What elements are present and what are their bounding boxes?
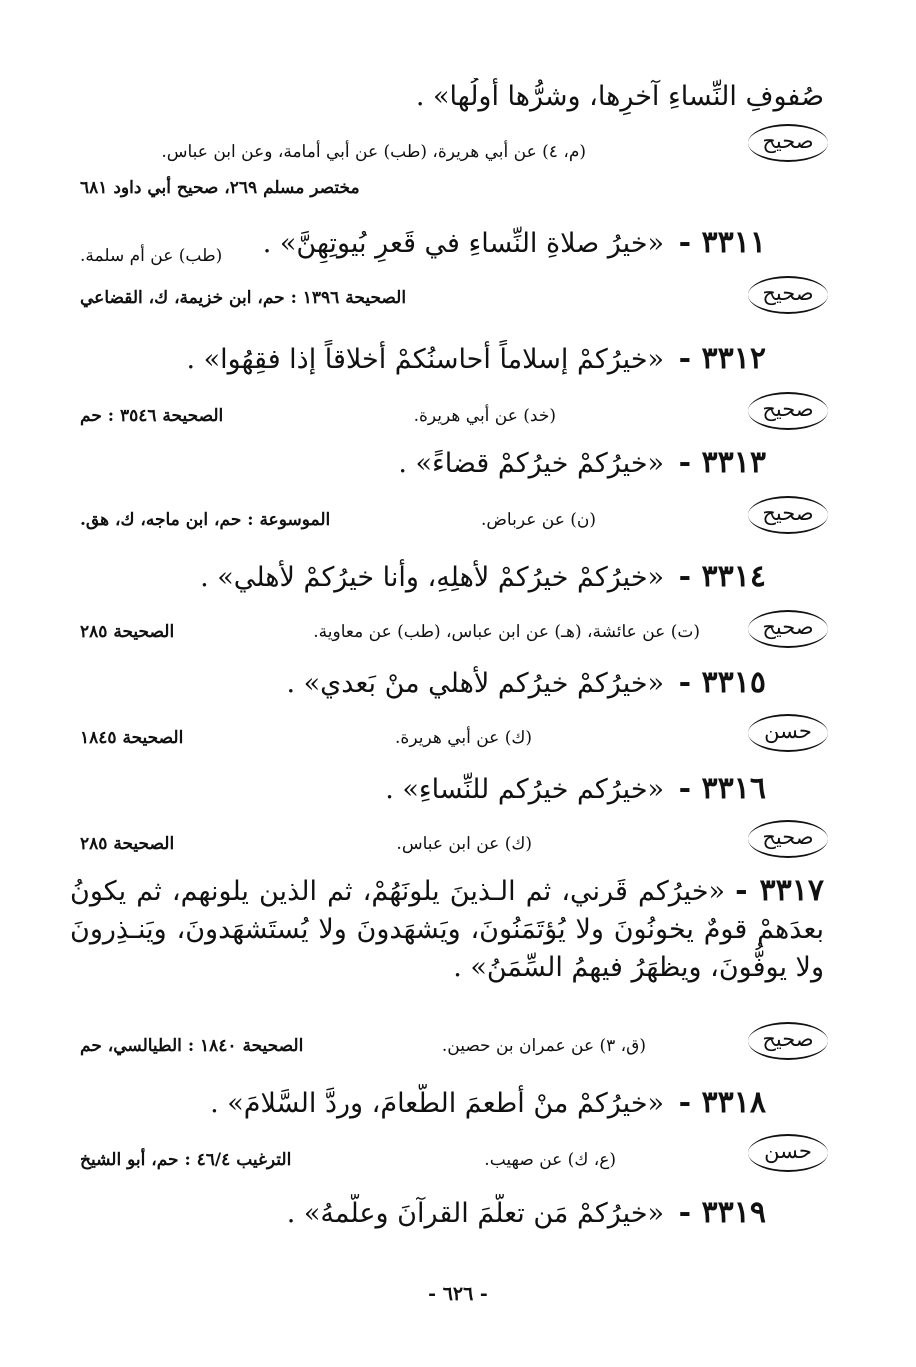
- hadith-number: ٣٣١٥ -: [678, 665, 766, 700]
- grade-badge: صحيح: [748, 124, 828, 162]
- grade-badge: صحيح: [748, 610, 828, 648]
- hadith-text: «خيرُكمْ خيرُكمْ قضاءً» .: [398, 448, 665, 479]
- hadith-continuation: صُفوفِ النِّساءِ آخرِها، وشرُّها أولُها» .: [415, 81, 824, 112]
- hadith-reference: الموسوعة : حم، ابن ماجه، ك، هق.: [80, 510, 331, 530]
- hadith-reference: الصحيحة ١٣٩٦ : حم، ابن خزيمة، ك، القضاعي: [80, 288, 407, 308]
- hadith-text: «خيرُكمْ مَن تعلَّمَ القرآنَ وعلَّمهُ» .: [286, 1198, 665, 1229]
- grade-badge: صحيح: [748, 1022, 828, 1060]
- hadith-source: (ق، ٣) عن عمران بن حصين.: [441, 1036, 646, 1056]
- hadith-number: ٣٣١٣ -: [678, 445, 766, 480]
- hadith-source: (ن) عن عرباض.: [480, 510, 596, 530]
- grade-badge: صحيح: [748, 276, 828, 314]
- hadith-reference: مختصر مسلم ٢٦٩، صحيح أبي داود ٦٨١: [80, 178, 360, 198]
- grade-badge: صحيح: [748, 392, 828, 430]
- hadith-text: «خيرُكمْ خيرُكم لأهلي منْ بَعدي» .: [286, 668, 665, 699]
- grade-badge: صحيح: [748, 820, 828, 858]
- hadith-source: (طب) عن أم سلمة.: [80, 246, 223, 266]
- hadith-text: «خيرُكمْ منْ أطعمَ الطَّعامَ، وردَّ السَّلامَ» .: [210, 1088, 665, 1119]
- hadith-number: ٣٣١٧ -: [735, 873, 824, 908]
- hadith-reference: الصحيحة ٢٨٥: [80, 834, 175, 854]
- hadith-text: «خيرُ صلاةِ النِّساءِ في قَعرِ بُيوتِهِنَّ» .: [262, 228, 665, 259]
- hadith-source: (خد) عن أبي هريرة.: [413, 406, 556, 426]
- hadith-3317: [70, 872, 824, 987]
- hadith-source: (ك) عن ابن عباس.: [396, 834, 532, 854]
- hadith-reference: الصحيحة ٣٥٤٦ : حم: [80, 406, 224, 426]
- hadith-number: ٣٣١٤ -: [678, 559, 766, 594]
- grade-badge: حسن: [748, 1134, 828, 1172]
- hadith-text: «خيرُكم خيرُكم للنِّساءِ» .: [385, 774, 665, 805]
- hadith-text: «خيرُكم قَرني، ثم الـذينَ يلونَهُمْ، ثم الذين يلونهم، ثم يكونُ بعدَهمْ قومٌ يخونُونَ ولا يُؤتَمَنُونَ، ويَشهَدونَ ولا يُستَشهَدونَ، ويَنـذِرونَ ولا يوفُّونَ، ويظهَرُ فيهمُ السِّمَنُ» .: [70, 876, 824, 983]
- hadith-3315: [70, 664, 766, 703]
- hadith-reference: الترغيب ٤٦/٤ : حم، أبو الشيخ: [80, 1150, 292, 1170]
- hadith-number: ٣٣١١ -: [678, 225, 766, 260]
- hadith-3313: [70, 444, 766, 483]
- hadith-3318: [70, 1084, 766, 1123]
- grade-badge: صحيح: [748, 496, 828, 534]
- hadith-number: ٣٣١٨ -: [678, 1085, 766, 1120]
- hadith-text: «خيرُكمْ إسلاماً أحاسنُكمْ أخلاقاً إذا فقِهُوا» .: [186, 344, 665, 375]
- hadith-text: «خيرُكمْ خيرُكمْ لأهلِهِ، وأنا خيرُكمْ لأهلي» .: [200, 562, 665, 593]
- hadith-number: ٣٣١٦ -: [678, 771, 766, 806]
- hadith-3314: [70, 558, 766, 597]
- hadith-number: ٣٣١٢ -: [678, 341, 766, 376]
- page-number: - ٦٢٦ -: [428, 1283, 488, 1305]
- hadith-reference: الصحيحة ٢٨٥: [80, 622, 175, 642]
- hadith-number: ٣٣١٩ -: [678, 1195, 766, 1230]
- hadith-reference: الصحيحة ١٨٤٥: [80, 728, 184, 748]
- hadith-3319: [70, 1194, 766, 1233]
- hadith-source: (ت) عن عائشة، (هـ) عن ابن عباس، (طب) عن معاوية.: [313, 622, 700, 642]
- hadith-source: (م، ٤) عن أبي هريرة، (طب) عن أبي أمامة، وعن ابن عباس.: [161, 142, 586, 162]
- hadith-source: (ك) عن أبي هريرة.: [395, 728, 532, 748]
- hadith-reference: الصحيحة ١٨٤٠ : الطيالسي، حم: [80, 1036, 304, 1056]
- hadith-source: (ع، ك) عن صهيب.: [484, 1150, 616, 1170]
- grade-badge: حسن: [748, 714, 828, 752]
- hadith-3316: [70, 770, 766, 809]
- hadith-3312: [70, 340, 766, 379]
